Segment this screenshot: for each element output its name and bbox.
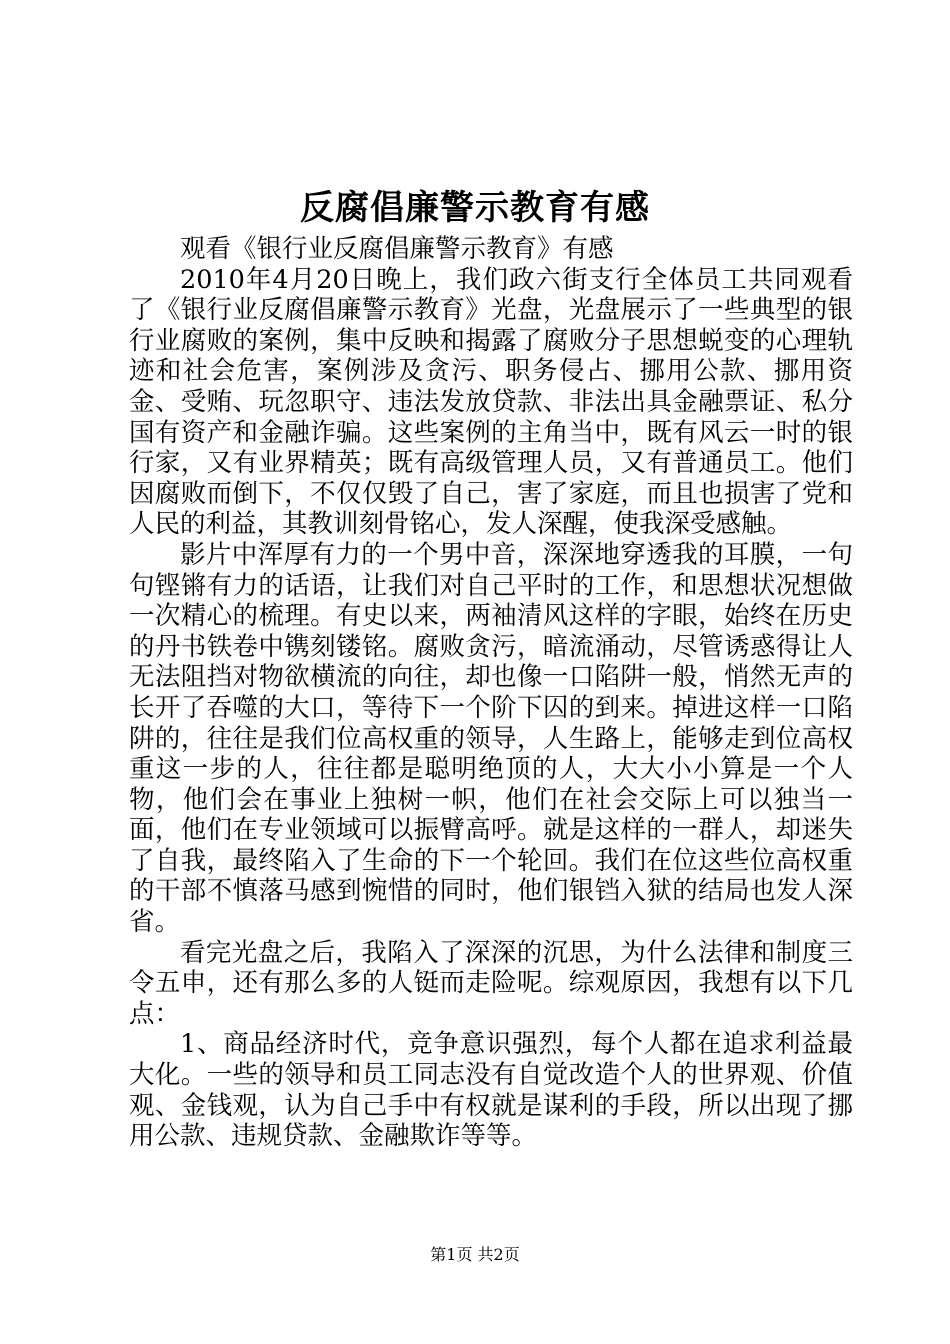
paragraph-subtitle: 观看《银行业反腐倡廉警示教育》有感 — [180, 234, 614, 264]
page-footer: 第1页 共2页 — [430, 1245, 520, 1264]
paragraph: 1、商品经济时代，竞争意识强烈，每个人都在追求利益最大化。一些的领导和员工同志没有自觉改造个人的世界观、价值观、金钱观，认为自己手中有权就是谋利的手段，所以出现了挪用公款、违规贷款、金融欺诈等等。 — [129, 1029, 853, 1152]
paragraph: 2010年4月20日晚上，我们政六街支行全体员工共同观看了《银行业反腐倡廉警示教育》光盘，光盘展示了一些典型的银行业腐败的案例，集中反映和揭露了腐败分子思想蜕变的心理轨迹和社会危害，案例涉及贪污、职务侵占、挪用公款、挪用资金、受贿、玩忽职守、违法发放贷款、非法出具金融票证、私分国有资产和金融诈骗。这些案例的主角当中，既有风云一时的银行家，又有业界精英；既有高级管理人员，又有普通员工。他们因腐败而倒下，不仅仅毁了自己，害了家庭，而且也损害了党和人民的利益，其教训刻骨铭心，发人深醒，使我深受感触。 — [129, 264, 853, 540]
document-title: 反腐倡廉警示教育有感 — [300, 188, 650, 228]
paragraph: 看完光盘之后，我陷入了深深的沉思，为什么法律和制度三令五申，还有那么多的人铤而走险呢。综观原因，我想有以下几点： — [129, 937, 853, 1029]
paragraph: 影片中浑厚有力的一个男中音，深深地穿透我的耳膜，一句句铿锵有力的话语，让我们对自己平时的工作，和思想状况想做一次精心的梳理。有史以来，两袖清风这样的字眼，始终在历史的丹书铁卷中镌刻镂铭。腐败贪污，暗流涌动，尽管诱惑得让人无法阻挡对物欲横流的向往，却也像一口陷阱一般，悄然无声的长开了吞噬的大口，等待下一个阶下囚的到来。掉进这样一口陷阱的，往往是我们位高权重的领导，人生路上，能够走到位高权重这一步的人，往往都是聪明绝顶的人，大大小小算是一个人物，他们会在事业上独树一帜，他们在社会交际上可以独当一面，他们在专业领域可以振臂高呼。就是这样的一群人，却迷失了自我，最终陷入了生命的下一个轮回。我们在位这些位高权重的干部不慎落马感到惋惜的同时，他们银铛入狱的结局也发人深省。 — [129, 539, 853, 938]
document-body — [129, 234, 853, 1152]
